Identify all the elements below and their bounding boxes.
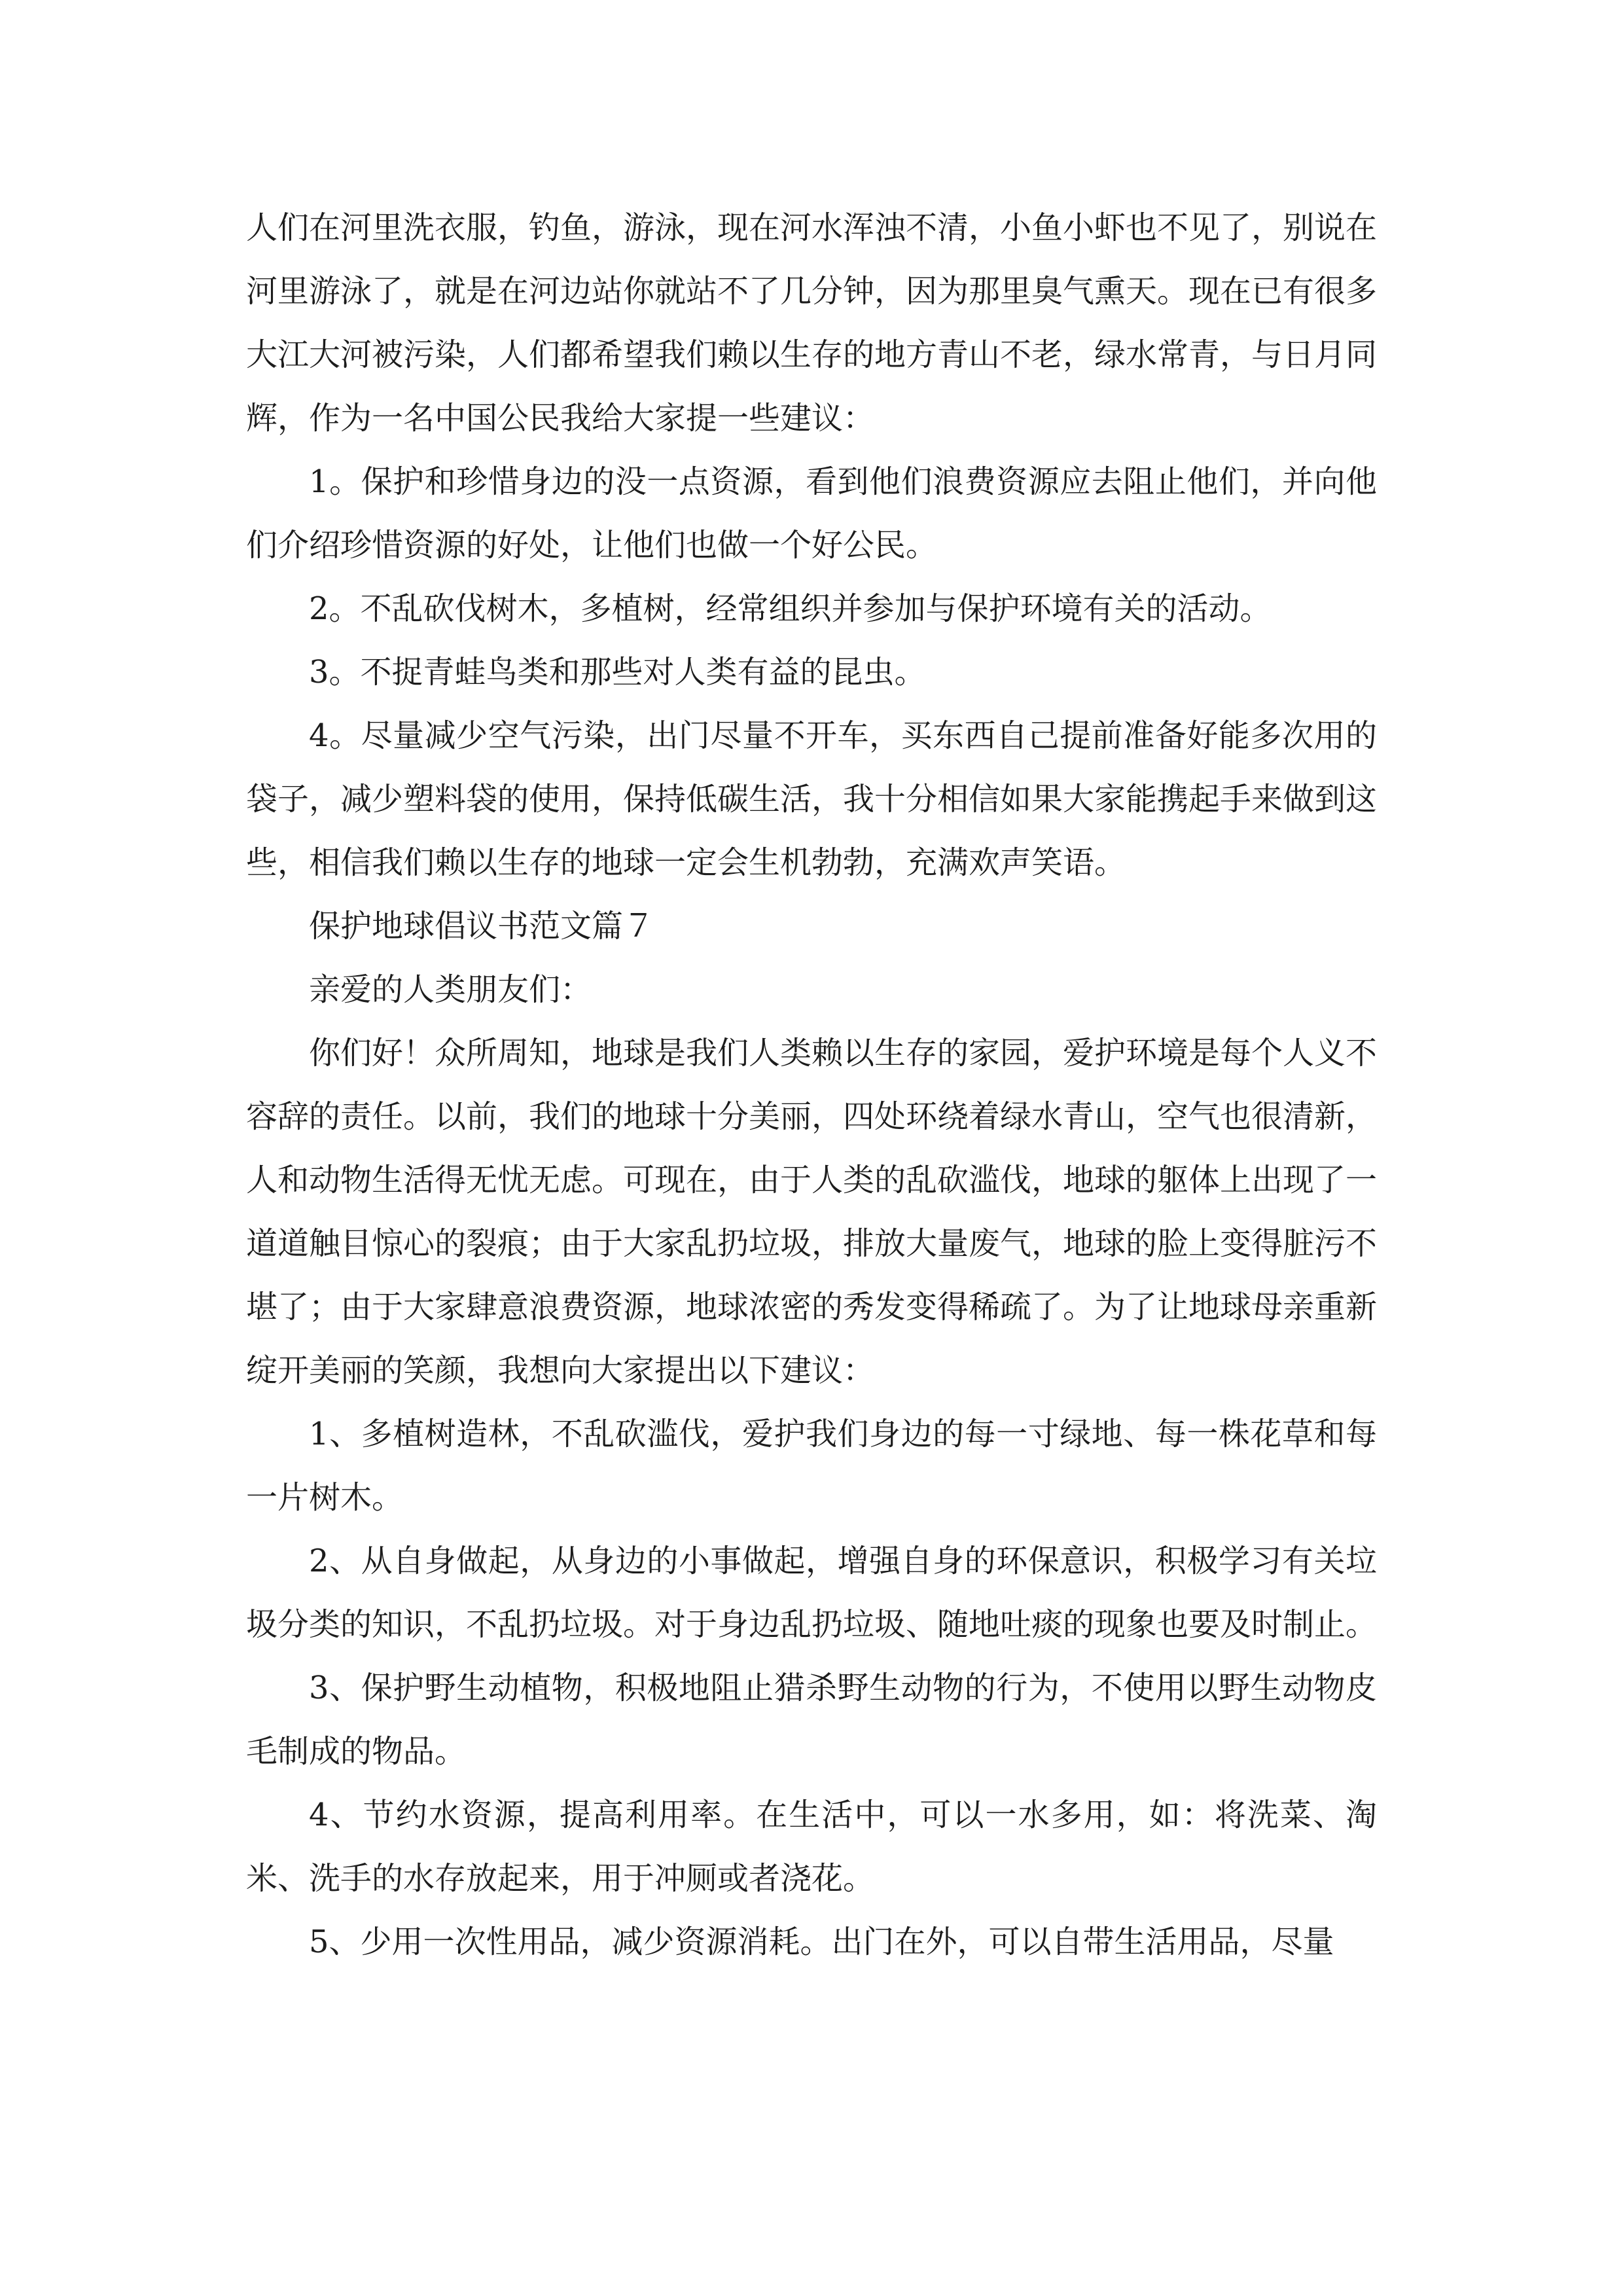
proposal-item-5: 5、少用一次性用品，减少资源消耗。出门在外，可以自带生活用品，尽量 <box>309 1924 1334 1960</box>
section-heading: 保护地球倡议书范文篇７ <box>309 908 655 944</box>
salutation: 亲爱的人类朋友们： <box>309 971 592 1008</box>
suggestion-item-3: 3。不捉青蛙鸟类和那些对人类有益的昆虫。 <box>309 654 926 691</box>
intro-paragraph: 你们好！众所周知，地球是我们人类赖以生存的家园，爱护环境是每个人义不容辞的责任。以前，我们的地球十分美丽，四处环绕着绿水青山，空气也很清新，人和动物生活得无忧无虑。可现在，由于人类的乱砍滥伐，地球的躯体上出现了一道道触目惊心的裂痕；由于大家乱扔垃圾，排放大量废气，地球的脸上变得脏污不堪了；由于大家肆意浪费资源，地球浓密的秀发变得稀疏了。为了让地球母亲重新绽开美丽的笑颜，我想向大家提出以下建议： <box>246 1035 1378 1389</box>
suggestion-item-2: 2。不乱砍伐树木，多植树，经常组织并参加与保护环境有关的活动。 <box>309 590 1272 627</box>
paragraph-continuation: 人们在河里洗衣服，钓鱼，游泳，现在河水浑浊不清，小鱼小虾也不见了，别说在河里游泳了，就是在河边站你就站不了几分钟，因为那里臭气熏天。现在已有很多大江大河被污染，人们都希望我们赖以生存的地方青山不老，绿水常青，与日月同辉，作为一名中国公民我给大家提一些建议： <box>246 209 1378 437</box>
suggestion-item-1: 1。保护和珍惜身边的没一点资源，看到他们浪费资源应去阻止他们，并向他们介绍珍惜资源的好处，让他们也做一个好公民。 <box>246 463 1377 564</box>
proposal-item-4: 4、节约水资源，提高利用率。在生活中，可以一水多用，如：将洗菜、淘米、洗手的水存放起来，用于冲厕或者浇花。 <box>246 1797 1377 1897</box>
suggestion-item-4: 4。尽量减少空气污染，出门尽量不开车，买东西自己提前准备好能多次用的袋子，减少塑料袋的使用，保持低碳生活，我十分相信如果大家能携起手来做到这些，相信我们赖以生存的地球一定会生机勃勃，充满欢声笑语。 <box>246 717 1378 881</box>
proposal-item-3: 3、保护野生动植物，积极地阻止猎杀野生动物的行为，不使用以野生动物皮毛制成的物品。 <box>246 1670 1377 1770</box>
proposal-item-2: 2、从自身做起，从身边的小事做起，增强自身的环保意识，积极学习有关垃圾分类的知识，不乱扔垃圾。对于身边乱扔垃圾、随地吐痰的现象也要及时制止。 <box>246 1543 1378 1643</box>
proposal-item-1: 1、多植树造林，不乱砍滥伐，爱护我们身边的每一寸绿地、每一株花草和每一片树木。 <box>246 1416 1377 1516</box>
document-body <box>246 196 1377 1974</box>
